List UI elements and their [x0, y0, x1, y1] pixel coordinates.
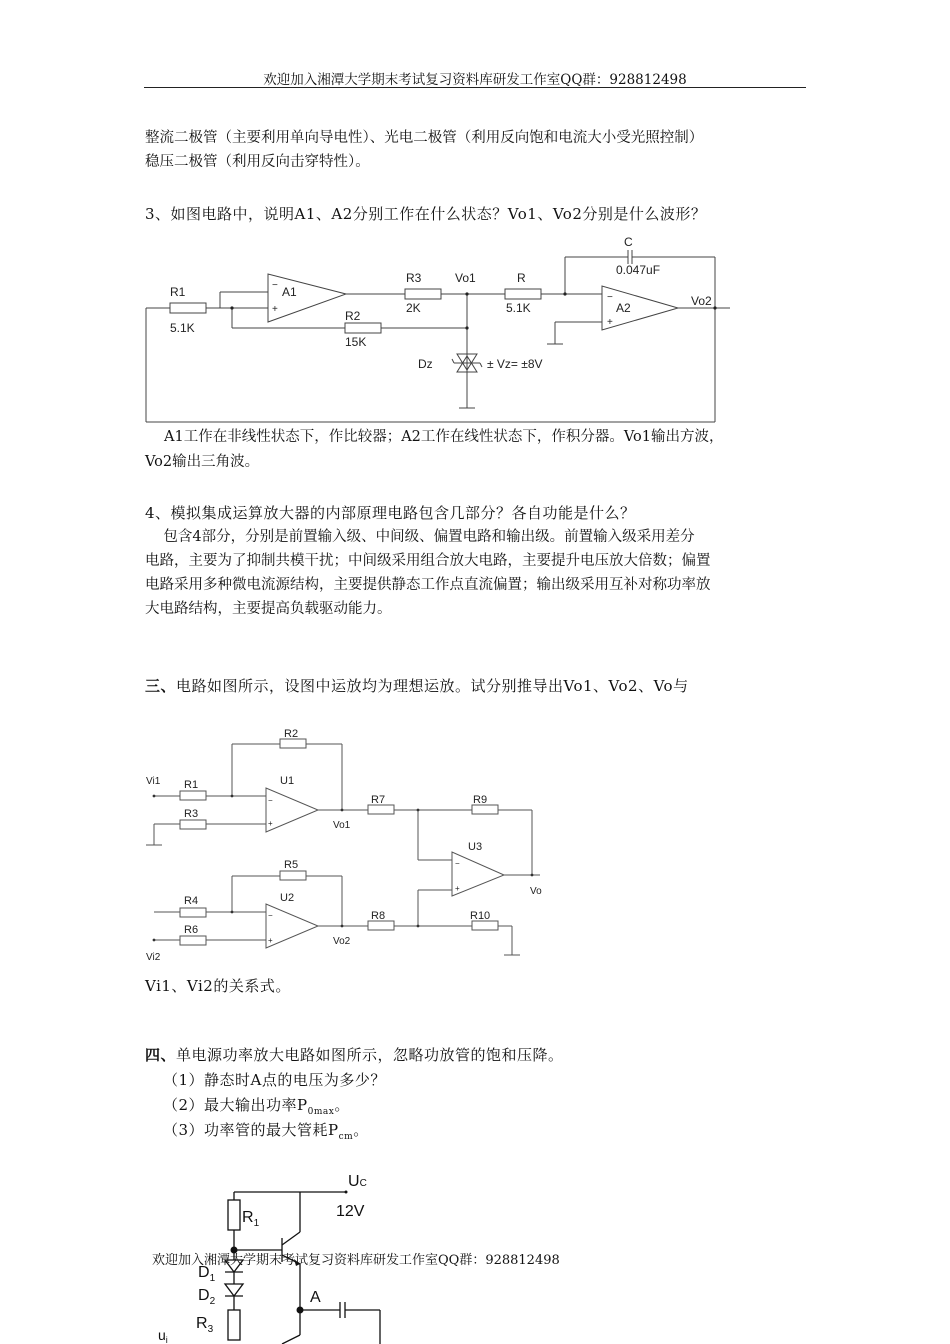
sec4-question	[145, 1044, 564, 1065]
sec3-text: 电路如图所示，设图中运放均为理想运放。试分别推导出Vo1、Vo2、Vo与	[176, 677, 689, 695]
q3-a2-opamp	[602, 286, 678, 330]
q3-r3-label: R3	[406, 271, 422, 285]
sec3-heading: 三、	[145, 677, 177, 695]
q3-r1-label: R1	[170, 285, 186, 299]
sec3-u1-label: U1	[280, 775, 295, 787]
sec3-r4-label: R4	[184, 895, 199, 907]
q3-vz-label: ± Vz= ±8V	[487, 357, 543, 371]
sec3-u2-minus: −	[268, 911, 273, 920]
q3-r3-value: 2K	[406, 301, 421, 315]
q3-r-value: 5.1K	[506, 301, 531, 315]
sec3-u1-minus: −	[268, 796, 273, 805]
sec4-uc-label: UC	[348, 1173, 367, 1190]
sec3-u2-plus: +	[268, 936, 273, 945]
q3-a1-label: A1	[282, 285, 297, 299]
sec4-heading: 四、	[145, 1046, 177, 1064]
q3-a2-label: A2	[616, 301, 631, 315]
sec3-vi1-label: Vi1	[146, 776, 161, 787]
q3-r2-label: R2	[345, 309, 361, 323]
sec4-ui-label: $u_i$	[158, 1327, 168, 1344]
sec3-vo-label: Vo	[530, 886, 542, 897]
q3-a2-plus: +	[607, 317, 613, 328]
sec3-r5-label: R5	[284, 859, 299, 871]
sec3-circuit-diagram	[140, 722, 560, 972]
intro-line-2: 稳压二极管（利用反向击穿特性）。	[145, 154, 370, 170]
q3-c-value: 0.047uF	[616, 263, 661, 277]
q3-vo1-label: Vo1	[455, 271, 476, 285]
q3-a2-minus: −	[607, 292, 613, 303]
sec3-u3-opamp	[452, 852, 504, 896]
sec3-r2-label: R2	[284, 728, 299, 740]
q3-r3-resistor	[405, 289, 441, 299]
q4-answer-line-1: 包含4部分，分别是前置输入级、中间级、偏置电路和输出级。前置输入级采用差分	[145, 529, 695, 545]
q3-vo2-label: Vo2	[691, 294, 712, 308]
sec3-u2-opamp	[266, 904, 318, 948]
q4-answer-line-3: 电路采用多种微电流源结构，主要提供静态工作点直流偏置；输出级采用互补对称功率放	[145, 577, 711, 593]
q3-r1-value: 5.1K	[170, 321, 195, 335]
sec4-a-label: A	[310, 1289, 321, 1306]
sec4-item-3: （3）功率管的最大管耗$P_{cm}$。	[163, 1121, 369, 1142]
q3-dz-label: Dz	[418, 357, 433, 371]
sec3-u2-label: U2	[280, 892, 295, 904]
q3-r-resistor	[505, 289, 541, 299]
sec3-r8-label: R8	[371, 910, 386, 922]
q3-c-label: C	[624, 235, 633, 249]
sec4-12v-label: 12V	[336, 1203, 365, 1220]
sec4-r3-label: $R_3$	[196, 1315, 214, 1335]
sec4-item-1: （1）静态时A点的电压为多少？	[163, 1071, 386, 1089]
sec3-vo2-label: Vo2	[333, 936, 351, 947]
q3-answer-line-2: Vo2输出三角波。	[145, 454, 260, 470]
sec3-u3-minus: −	[455, 859, 460, 868]
q3-r-label: R	[517, 271, 526, 285]
sec3-u1-opamp	[266, 788, 318, 832]
sec3-vi2-label: Vi2	[146, 952, 161, 963]
sec3-question	[145, 675, 689, 696]
q3-circuit-diagram	[140, 232, 730, 427]
sec4-r1-label: $R_1$	[242, 1209, 260, 1229]
q3-a1-opamp	[268, 274, 346, 322]
sec3-r1-label: R1	[184, 779, 199, 791]
sec4-text: 单电源功率放大电路如图所示，忽略功放管的饱和压降。	[176, 1046, 564, 1064]
q3-r2-resistor	[345, 323, 381, 333]
sec3-r7-label: R7	[371, 794, 386, 806]
sec3-r9-label: R9	[473, 794, 488, 806]
q3-a1-minus: −	[272, 280, 278, 291]
sec3-u3-label: U3	[468, 841, 483, 853]
sec4-item-2: （2）最大输出功率$P_{0max}$。	[163, 1096, 350, 1117]
q3-a1-plus: +	[272, 304, 278, 315]
intro-line-1: 整流二极管（主要利用单向导电性）、光电二极管（利用反向饱和电流大小受光照控制）	[145, 130, 704, 146]
q3-r2-value: 15K	[345, 335, 367, 349]
sec3-r10-label: R10	[470, 910, 491, 922]
sec3-tail: Vi1、Vi2的关系式。	[145, 977, 291, 995]
q3-answer-line-1: A1工作在非线性状态下，作比较器；A2工作在线性状态下，作积分器。Vo1输出方波，	[164, 429, 724, 445]
q4-answer-line-4: 大电路结构，主要提高负载驱动能力。	[145, 601, 392, 617]
sec4-d1-label: $D_1$	[198, 1264, 216, 1284]
header-divider	[144, 87, 806, 88]
sec3-r3-label: R3	[184, 808, 199, 820]
page-footer: 欢迎加入湘潭大学期末考试复习资料库研发工作室QQ群：928812498	[152, 1253, 560, 1268]
q4-answer-line-2: 电路，主要为了抑制共模干扰；中间级采用组合放大电路，主要提升电压放大倍数；偏置	[145, 553, 711, 569]
q4-question: 4、模拟集成运算放大器的内部原理电路包含几部分？各自功能是什么？	[145, 504, 636, 522]
q3-question: 3、如图电路中，说明A1、A2分别工作在什么状态？Vo1、Vo2分别是什么波形？	[145, 205, 707, 223]
sec3-u1-plus: +	[268, 819, 273, 828]
sec3-vo1-label: Vo1	[333, 820, 351, 831]
sec4-d2-label: $D_2$	[198, 1287, 216, 1307]
sec3-r6-label: R6	[184, 924, 199, 936]
q3-r1-resistor	[170, 303, 206, 313]
sec3-u3-plus: +	[455, 884, 460, 893]
page-header: 欢迎加入湘潭大学期末考试复习资料库研发工作室QQ群：928812498	[263, 72, 687, 88]
